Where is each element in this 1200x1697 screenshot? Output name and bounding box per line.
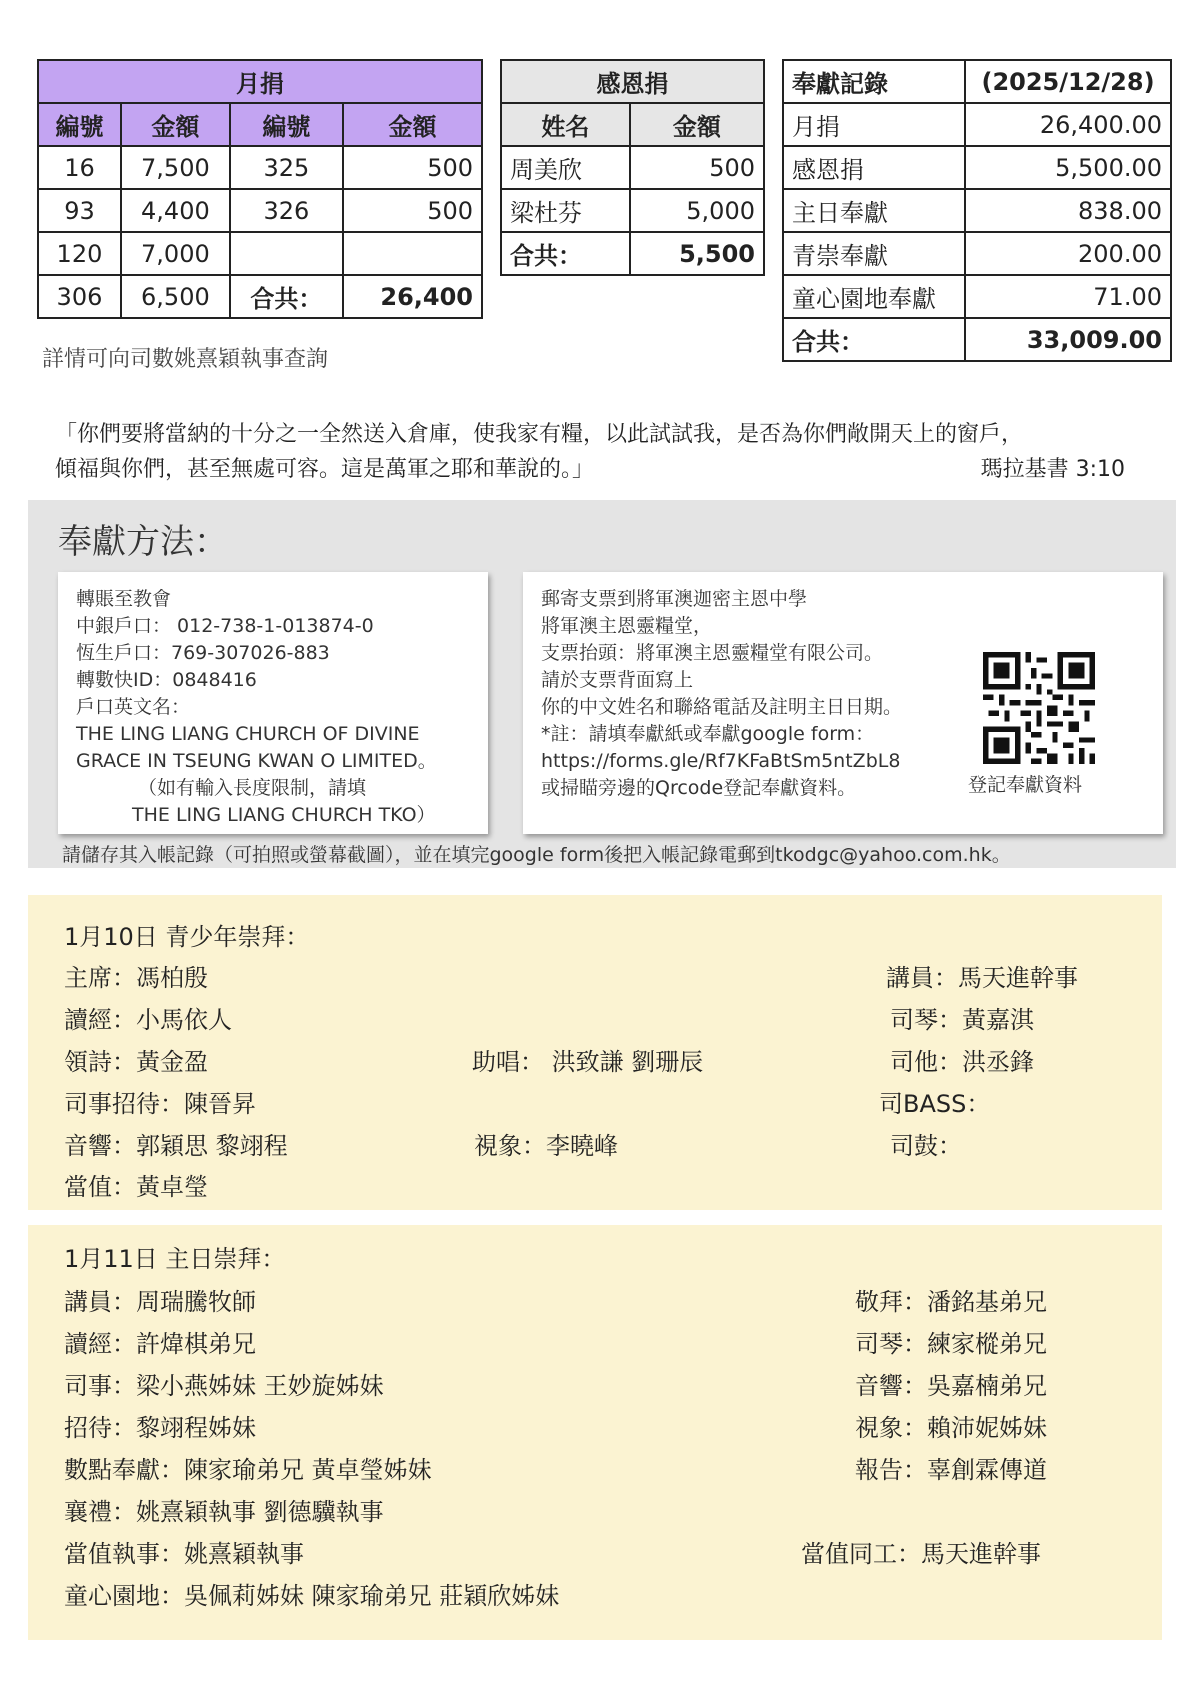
record-date: (2025/12/28) bbox=[965, 60, 1171, 103]
roster-item-usher: 司事招待：陳晉昇 bbox=[64, 1090, 256, 1118]
bank-line: 轉賬至教會 bbox=[76, 588, 172, 610]
cheque-line: 將軍澳主恩靈糧堂， bbox=[541, 615, 713, 637]
total-label: 合共： bbox=[783, 318, 965, 361]
roster-item-worship-lead: 領詩：黃金盈 bbox=[64, 1048, 208, 1076]
roster-item-speaker: 講員：馬天進幹事 bbox=[886, 964, 1078, 992]
sunday-worship-roster bbox=[28, 1225, 1162, 1640]
bank-line: THE LING LIANG CHURCH TKO） bbox=[132, 804, 436, 826]
roster-item-piano: 司琴：黃嘉淇 bbox=[890, 1006, 1034, 1034]
cheque-line: 郵寄支票到將軍澳迦密主恩中學 bbox=[541, 588, 808, 610]
table-row bbox=[783, 232, 1171, 275]
roster-heading: 1月10日 青少年崇拜： bbox=[64, 923, 310, 951]
table-row bbox=[783, 146, 1171, 189]
cell: 青崇奉獻 bbox=[783, 232, 965, 275]
col-header: 姓名 bbox=[501, 103, 630, 146]
cell: 月捐 bbox=[783, 103, 965, 146]
bank-line: （如有輸入長度限制，請填 bbox=[138, 777, 367, 799]
total-value: 26,400 bbox=[343, 275, 482, 318]
bank-line: 轉數快ID：0848416 bbox=[76, 669, 257, 691]
roster-item-report: 報告：辜創霖傳道 bbox=[855, 1456, 1047, 1484]
roster-item-counting: 數點奉獻：陳家瑜弟兄 黃卓瑩姊妹 bbox=[64, 1456, 432, 1484]
roster-item-visual: 視象：賴沛妮姊妹 bbox=[855, 1414, 1047, 1442]
cell: 16 bbox=[38, 146, 121, 189]
cell: 838.00 bbox=[965, 189, 1171, 232]
verse-reference: 瑪拉基書 3:10 bbox=[980, 457, 1125, 482]
roster-item-speaker: 講員：周瑞騰牧師 bbox=[64, 1288, 256, 1316]
roster-item-duty-staff: 當值同工：馬天進幹事 bbox=[801, 1540, 1041, 1568]
roster-item-drums: 司鼓： bbox=[890, 1132, 962, 1160]
total-value: 5,500 bbox=[630, 232, 764, 275]
cell: 5,500.00 bbox=[965, 146, 1171, 189]
roster-item-communion: 襄禮：姚熹穎執事 劉德驥執事 bbox=[64, 1498, 384, 1526]
offering-record-table bbox=[782, 59, 1172, 362]
giving-footer-note: 請儲存其入帳記錄（可拍照或螢幕截圖），並在填完google form後把入帳記錄電郵到tkodgc@yahoo.com.hk。 bbox=[62, 844, 1011, 866]
bank-line: GRACE IN TSEUNG KWAN O LIMITED。 bbox=[76, 750, 437, 772]
roster-item-bass: 司BASS： bbox=[879, 1090, 991, 1118]
bank-line: 中銀戶口： 012-738-1-013874-0 bbox=[76, 615, 374, 637]
cell: 500 bbox=[630, 146, 764, 189]
verse-line: 「你們要將當納的十分之一全然送入倉庫，使我家有糧，以此試試我，是否為你們敞開天上的窗戶， bbox=[55, 422, 1024, 447]
cell: 93 bbox=[38, 189, 121, 232]
cell: 326 bbox=[230, 189, 343, 232]
scripture-verse bbox=[55, 417, 1125, 487]
roster-item-children: 童心園地：吳佩莉姊妹 陳家瑜弟兄 莊穎欣姊妹 bbox=[64, 1582, 560, 1610]
cheque-line: 支票抬頭：將軍澳主恩靈糧堂有限公司。 bbox=[541, 642, 884, 664]
col-header: 編號 bbox=[230, 103, 343, 146]
cell bbox=[230, 232, 343, 275]
total-label: 合共： bbox=[230, 275, 343, 318]
cell: 26,400.00 bbox=[965, 103, 1171, 146]
roster-heading: 1月11日 主日崇拜： bbox=[64, 1245, 286, 1273]
roster-item-duty: 當值：黃卓瑩 bbox=[64, 1173, 208, 1201]
giving-title: 奉獻方法： bbox=[58, 522, 228, 562]
cell: 梁杜芬 bbox=[501, 189, 630, 232]
cheque-line: 請於支票背面寫上 bbox=[541, 669, 694, 691]
verse-line: 傾福與你們，甚至無處可容。這是萬軍之耶和華說的。」 bbox=[55, 457, 595, 482]
roster-item-steward: 司事：梁小燕姊妹 王妙旋姊妹 bbox=[64, 1372, 384, 1400]
table-row bbox=[501, 146, 764, 189]
thanks-title: 感恩捐 bbox=[501, 60, 764, 103]
cheque-line: 你的中文姓名和聯絡電話及註明主日日期。 bbox=[541, 696, 903, 718]
table-row bbox=[38, 232, 482, 275]
col-header: 編號 bbox=[38, 103, 121, 146]
cell: 5,000 bbox=[630, 189, 764, 232]
cell: 500 bbox=[343, 146, 482, 189]
bank-transfer-card bbox=[58, 572, 488, 834]
giving-methods-panel bbox=[28, 500, 1176, 868]
cheque-line: *註：請填奉獻紙或奉獻google form： bbox=[541, 723, 875, 745]
table-row bbox=[783, 189, 1171, 232]
cell: 主日奉獻 bbox=[783, 189, 965, 232]
bank-line: THE LING LIANG CHURCH OF DIVINE bbox=[76, 723, 420, 745]
cell: 4,400 bbox=[121, 189, 230, 232]
roster-item-sound: 音響：吳嘉楠弟兄 bbox=[855, 1372, 1047, 1400]
col-header: 金額 bbox=[121, 103, 230, 146]
table-row bbox=[38, 146, 482, 189]
monthly-title: 月捐 bbox=[38, 60, 482, 103]
roster-item-worship: 敬拜：潘銘基弟兄 bbox=[855, 1288, 1047, 1316]
roster-item-usher: 招待：黎翊程姊妹 bbox=[64, 1414, 256, 1442]
cell bbox=[343, 232, 482, 275]
table-row bbox=[783, 275, 1171, 318]
roster-item-visual: 視象：李曉峰 bbox=[474, 1132, 618, 1160]
monthly-offering-table bbox=[37, 59, 483, 319]
table-row bbox=[783, 318, 1171, 361]
cell: 306 bbox=[38, 275, 121, 318]
cell: 7,000 bbox=[121, 232, 230, 275]
qr-label: 登記奉獻資料 bbox=[968, 774, 1083, 796]
table-row bbox=[38, 189, 482, 232]
cell: 120 bbox=[38, 232, 121, 275]
roster-item-chair: 主席：馮柏殷 bbox=[64, 964, 208, 992]
cell: 7,500 bbox=[121, 146, 230, 189]
youth-worship-roster bbox=[28, 895, 1162, 1210]
col-header: 金額 bbox=[343, 103, 482, 146]
roster-item-backing: 助唱： 洪致謙 劉珊辰 bbox=[472, 1048, 704, 1076]
cell: 6,500 bbox=[121, 275, 230, 318]
roster-item-reading: 讀經：許煒棋弟兄 bbox=[64, 1330, 256, 1358]
roster-item-piano: 司琴：練家樅弟兄 bbox=[855, 1330, 1047, 1358]
roster-item-sound: 音響：郭穎思 黎翊程 bbox=[64, 1132, 288, 1160]
cell: 200.00 bbox=[965, 232, 1171, 275]
roster-item-reading: 讀經：小馬依人 bbox=[64, 1006, 232, 1034]
cell: 71.00 bbox=[965, 275, 1171, 318]
bank-line: 恆生戶口：769-307026-883 bbox=[76, 642, 330, 664]
qr-code-icon[interactable] bbox=[983, 652, 1095, 764]
roster-item-guitar: 司他：洪丞鋒 bbox=[890, 1048, 1034, 1076]
table-row bbox=[38, 275, 482, 318]
record-title: 奉獻記錄 bbox=[783, 60, 965, 103]
total-label: 合共： bbox=[501, 232, 630, 275]
thanksgiving-offering-table bbox=[500, 59, 765, 276]
cell: 周美欣 bbox=[501, 146, 630, 189]
roster-item-duty-deacon: 當值執事：姚熹穎執事 bbox=[64, 1540, 304, 1568]
form-link[interactable]: https://forms.gle/Rf7KFaBtSm5ntZbL8 bbox=[541, 750, 901, 772]
total-value: 33,009.00 bbox=[965, 318, 1171, 361]
table-row bbox=[783, 103, 1171, 146]
cheque-line: 或掃瞄旁邊的Qrcode登記奉獻資料。 bbox=[541, 777, 857, 799]
col-header: 金額 bbox=[630, 103, 764, 146]
inquiry-note: 詳情可向司數姚熹穎執事查詢 bbox=[42, 347, 329, 372]
cheque-card bbox=[523, 572, 1163, 834]
cell: 感恩捐 bbox=[783, 146, 965, 189]
table-row bbox=[501, 232, 764, 275]
table-row bbox=[501, 189, 764, 232]
cell: 童心園地奉獻 bbox=[783, 275, 965, 318]
cell: 325 bbox=[230, 146, 343, 189]
bank-line: 戶口英文名： bbox=[76, 696, 191, 718]
cell: 500 bbox=[343, 189, 482, 232]
